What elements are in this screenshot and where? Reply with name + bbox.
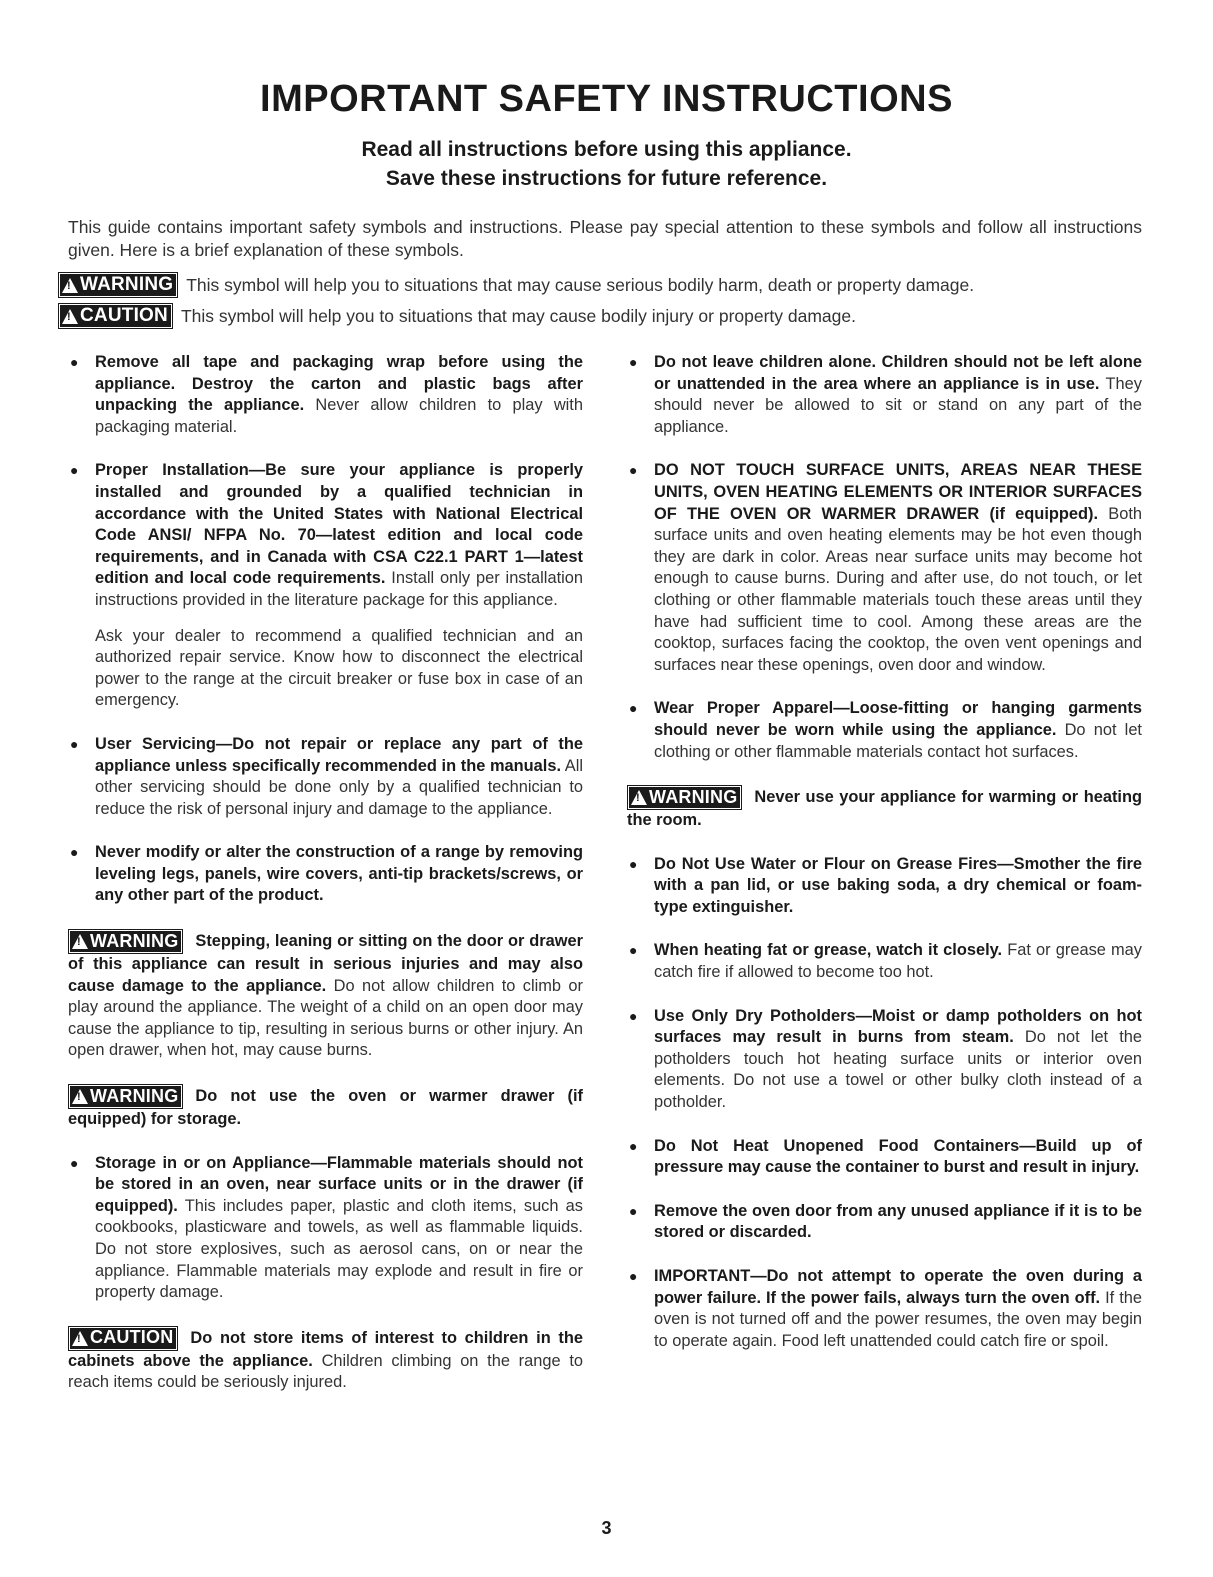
- caution-badge: [58, 303, 173, 329]
- caution-badge-label: CAUTION: [80, 305, 168, 326]
- warning-triangle-icon: [72, 1089, 88, 1104]
- warning-badge-label: WARNING: [649, 786, 738, 807]
- bullet-icon: ●: [70, 1154, 79, 1171]
- left-column: [68, 352, 583, 1416]
- warning-badge-label: WARNING: [90, 930, 179, 951]
- warning-bold-text: Do not use the oven or warmer drawer (if equipped) for storage.: [68, 1087, 583, 1129]
- bullet-icon: ●: [629, 354, 638, 370]
- bullet-icon: ●: [629, 855, 638, 872]
- warning-badge: [627, 785, 742, 810]
- page-title: IMPORTANT SAFETY INSTRUCTIONS: [260, 78, 953, 120]
- caution-symbol-explanation: [58, 303, 1148, 329]
- bullet-icon: ●: [629, 700, 638, 717]
- list-item: [627, 1006, 1142, 1114]
- caution-text: Children climbing on the range to reach items could be seriously injured.: [68, 1351, 584, 1392]
- caution-triangle-icon: [62, 309, 78, 324]
- bullet-icon: ●: [629, 1007, 638, 1024]
- item-bold-text: Proper Installation—Be sure your appliance is properly installed and grounded by a qualified technician in accordance with the United States with National Electrical Code ANSI/ NFPA No. 70—latest edition and local code requirements, and in Canada with CSA C22.1 PART 1—latest edition and local code requirements.: [95, 461, 583, 588]
- list-item: [627, 1136, 1142, 1179]
- warning-bold-text: Stepping, leaning or sitting on the door or drawer of this appliance can result in serious injuries and may also cause damage to the appliance.: [68, 932, 583, 995]
- list-item: [627, 698, 1142, 763]
- item-bold-text: Remove all tape and packaging wrap before using the appliance. Destroy the carton and plastic bags after unpacking the appliance.: [95, 353, 583, 415]
- item-bold-text: Wear Proper Apparel—Loose-fitting or hanging garments should never be worn while using the appliance.: [654, 699, 1142, 739]
- warning-badge: [68, 929, 183, 954]
- item-bold-text: Never modify or alter the construction of a range by removing leveling legs, panels, wire covers, anti-tip brackets/screws, or any other part of the product.: [95, 843, 583, 905]
- item-bold-text: Remove the oven door from any unused appliance if it is to be stored or discarded.: [654, 1201, 1142, 1242]
- warning-badge: [68, 1084, 183, 1109]
- warning-paragraph: [627, 785, 1142, 832]
- warning-symbol-explanation: [58, 272, 1148, 298]
- caution-bold-text: Do not store items of interest to children in the cabinets above the appliance.: [68, 1328, 583, 1370]
- item-extra-paragraph: Ask your dealer to recommend a qualified technician and an authorized repair service. Know how to disconnect the electrical power to the range at the circuit breaker or fuse box in case of an emergency.: [95, 626, 583, 710]
- item-text: All other servicing should be done only by a qualified technician to reduce the risk of personal injury and damage to the appliance.: [95, 756, 583, 818]
- list-item: [627, 1266, 1142, 1352]
- bullet-icon: ●: [629, 1137, 638, 1154]
- item-text: Both surface units and oven heating elements may be hot even though they are dark in color. Areas near surface units may become hot enough to cause burns. During and after use, do not touch, or let clothing or other flammable materials touch these areas until they have had sufficient time to cool. Among these areas are the cooktop, surfaces facing the cooktop, the oven vent openings and surfaces near these openings, oven door and window.: [654, 504, 1142, 674]
- right-column: [627, 352, 1142, 1374]
- warning-triangle-icon: [72, 934, 88, 949]
- item-bold-text: When heating fat or grease, watch it closely.: [654, 941, 1003, 960]
- item-text: They should never be allowed to sit or stand on any part of the appliance.: [654, 374, 1142, 436]
- item-text: Do not let the potholders touch hot heating surface units or interior oven elements. Do not use a towel or other bulky cloth instead of a potholder.: [654, 1028, 1142, 1112]
- bullet-icon: ●: [629, 1268, 638, 1284]
- item-bold-text: Do not leave children alone. Children should not be left alone or unattended in the area where an appliance is in use.: [654, 353, 1142, 393]
- list-item: [68, 734, 583, 820]
- warning-bold-text: Never use your appliance for warming or heating the room.: [627, 788, 1142, 830]
- item-bold-text: Do Not Use Water or Flour on Grease Fires—Smother the fire with a pan lid, or use baking soda, a dry chemical or foam-type extinguisher.: [654, 854, 1142, 916]
- bullet-icon: ●: [70, 844, 79, 861]
- warning-triangle-icon: [62, 278, 78, 293]
- caution-badge-label: CAUTION: [90, 1327, 174, 1348]
- item-text: If the oven is not turned off and the power resumes, the oven may begin to operate again. Food left unattended could catch fire or spoil.: [654, 1288, 1142, 1350]
- bullet-icon: ●: [629, 942, 638, 959]
- list-item: [627, 460, 1142, 676]
- list-item: [627, 940, 1142, 983]
- caution-badge: [68, 1326, 178, 1351]
- subtitle-read: Read all instructions before using this appliance.: [361, 138, 852, 161]
- warning-badge: [58, 272, 178, 298]
- list-item: [627, 1201, 1142, 1244]
- item-bold-text: User Servicing—Do not repair or replace any part of the appliance unless specifically recommended in the manuals.: [95, 734, 583, 775]
- subtitle-save: Save these instructions for future reference.: [385, 167, 828, 190]
- item-text: Install only per installation instructions provided in the literature package for this appliance.: [95, 569, 583, 609]
- list-item: [68, 1153, 583, 1304]
- warning-paragraph: [68, 929, 583, 1062]
- bullet-icon: ●: [629, 462, 638, 479]
- bullet-icon: ●: [629, 1202, 638, 1219]
- warning-triangle-icon: [631, 790, 647, 805]
- list-item: [68, 352, 583, 438]
- warning-badge-label: WARNING: [80, 274, 174, 295]
- item-text: Do not let clothing or other flammable materials contact hot surfaces.: [654, 720, 1142, 761]
- item-bold-text: IMPORTANT—Do not attempt to operate the oven during a power failure. If the power fails, always turn the oven off.: [654, 1267, 1142, 1307]
- warning-text: Do not allow children to climb or play around the appliance. The weight of a child on an open door may cause the appliance to tip, resulting in serious burns or other injury. An open drawer, when hot, may cause burns.: [68, 976, 583, 1060]
- bullet-icon: ●: [70, 462, 79, 479]
- item-text: Fat or grease may catch fire if allowed to become too hot.: [654, 941, 1142, 982]
- list-item: [627, 854, 1142, 919]
- item-bold-text: Do Not Heat Unopened Food Containers—Build up of pressure may cause the container to burst and result in injury.: [654, 1136, 1142, 1177]
- list-item: [627, 352, 1142, 438]
- item-text: This includes paper, plastic and cloth items, such as cookbooks, plasticware and towels, as well as flammable liquids. Do not store explosives, such as aerosol cans, on or near the appliance. Flammable materials may explode and result in fire or property damage.: [95, 1196, 583, 1302]
- caution-paragraph: [68, 1326, 583, 1394]
- item-text: Never allow children to play with packaging material.: [95, 396, 583, 436]
- warning-symbol-text: This symbol will help you to situations that may cause serious bodily harm, death or property damage.: [186, 274, 975, 295]
- bullet-icon: ●: [70, 354, 79, 370]
- list-item: [68, 842, 583, 907]
- caution-symbol-text: This symbol will help you to situations that may cause bodily injury or property damage.: [180, 305, 856, 326]
- warning-badge-label: WARNING: [90, 1085, 179, 1106]
- bullet-icon: ●: [70, 735, 79, 752]
- caution-triangle-icon: [72, 1331, 88, 1346]
- item-bold-text: Use Only Dry Potholders—Moist or damp potholders on hot surfaces may result in burns from steam.: [654, 1006, 1142, 1047]
- list-item: [68, 460, 583, 611]
- page-number: 3: [601, 1518, 612, 1538]
- item-bold-text: DO NOT TOUCH SURFACE UNITS, AREAS NEAR THESE UNITS, OVEN HEATING ELEMENTS OR INTERIOR SURFACES OF THE OVEN OR WARMER DRAWER (if equipped).: [654, 461, 1142, 523]
- warning-paragraph: [68, 1084, 583, 1131]
- item-bold-text: Storage in or on Appliance—Flammable materials should not be stored in an oven, near surface units or in the drawer (if equipped).: [95, 1153, 583, 1215]
- intro-paragraph: This guide contains important safety symbols and instructions. Please pay special attention to these symbols and follow all instructions given. Here is a brief explanation of these symbols.: [68, 217, 1142, 260]
